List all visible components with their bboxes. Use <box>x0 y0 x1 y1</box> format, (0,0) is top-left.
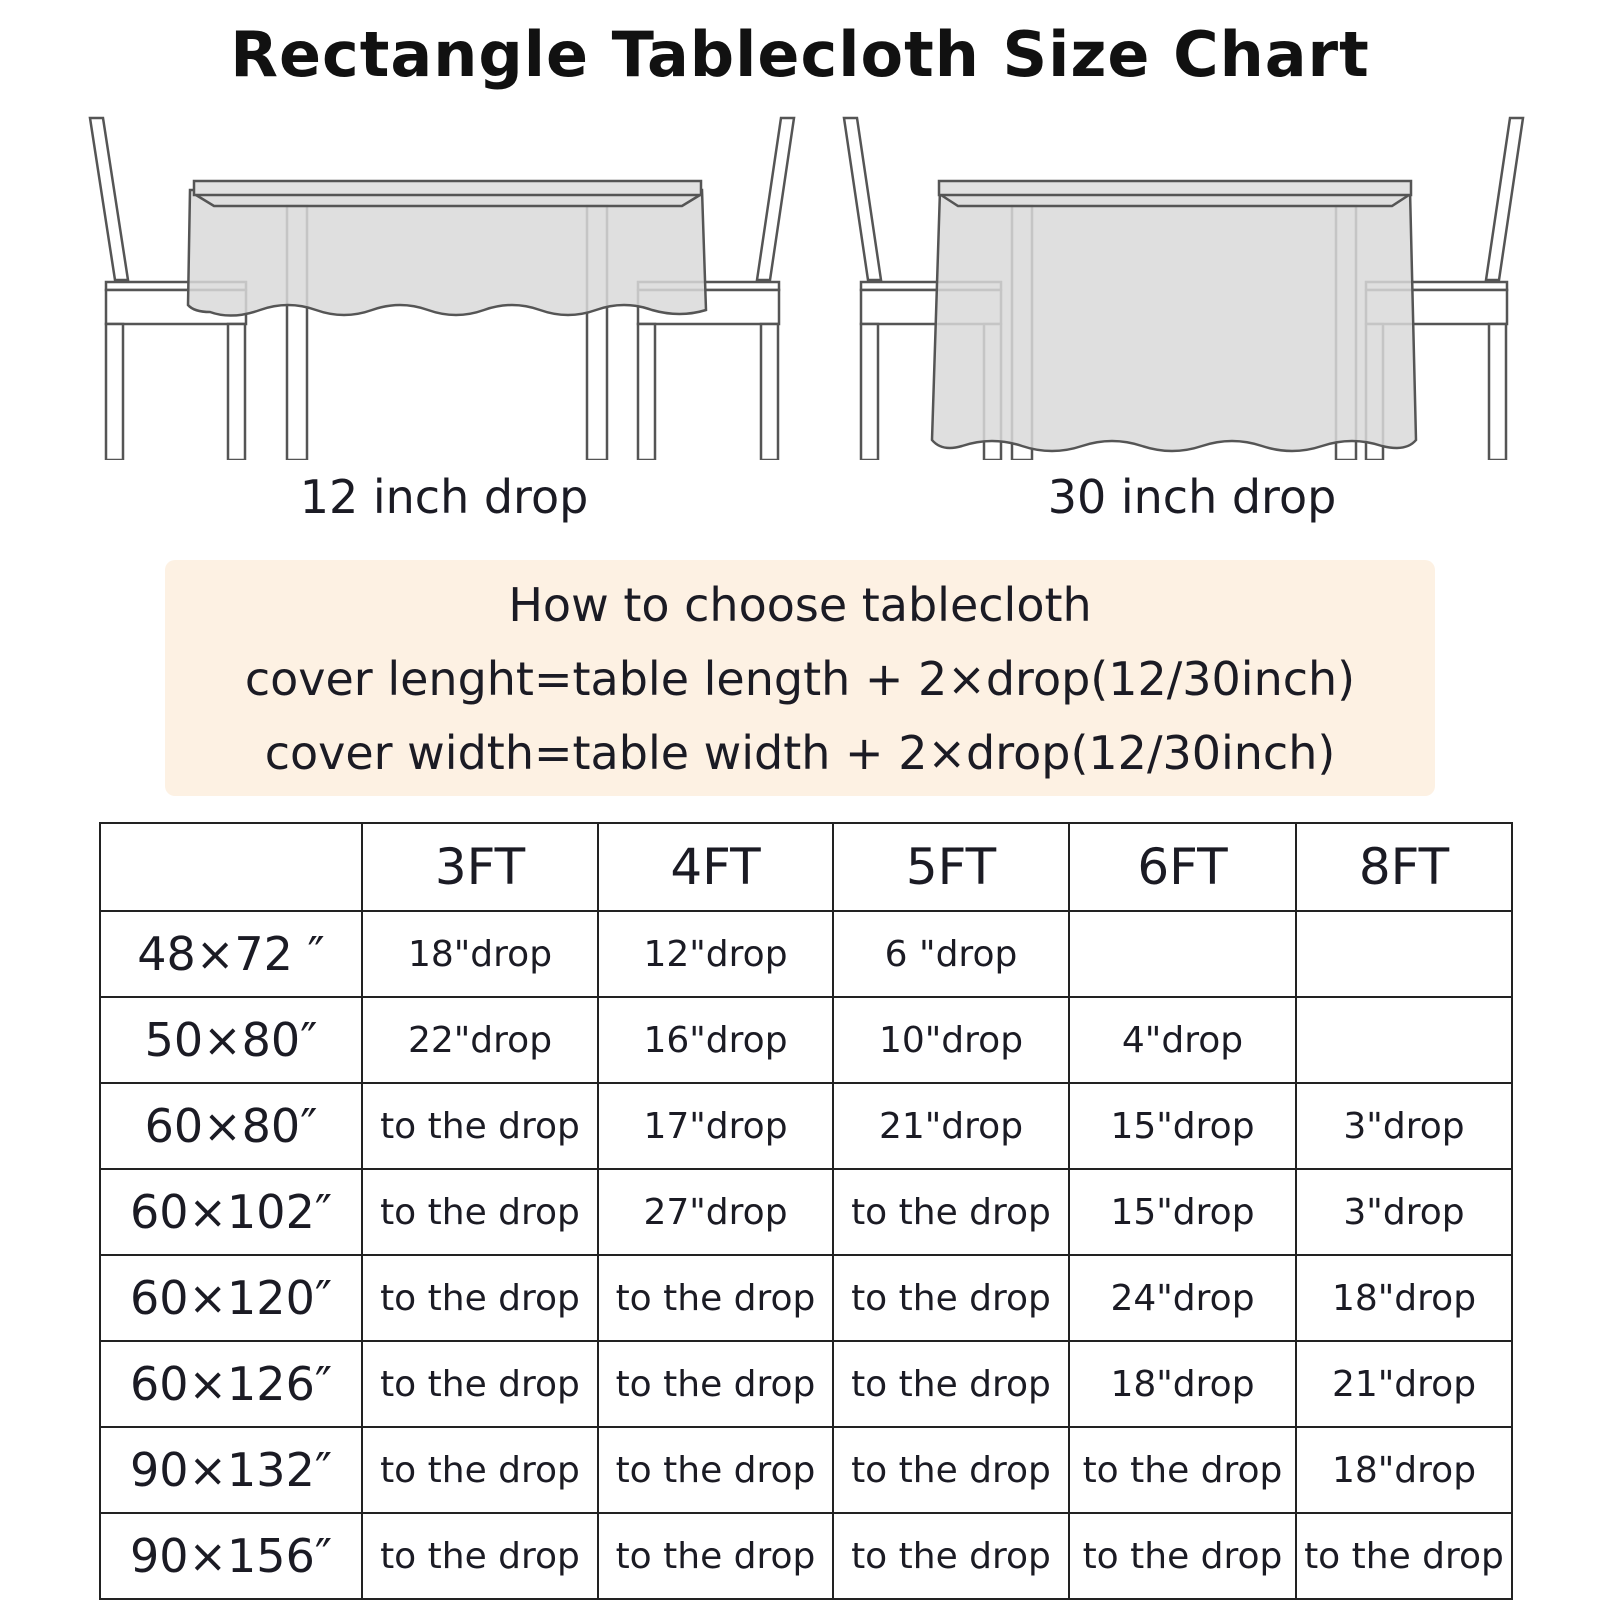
table-cell: 22"drop <box>362 997 598 1083</box>
table-cell: to the drop <box>362 1169 598 1255</box>
header-cell-8ft: 8FT <box>1296 823 1512 911</box>
table-cell: 3"drop <box>1296 1169 1512 1255</box>
illustration-30-inch-drop <box>844 118 1523 460</box>
table-cell: to the drop <box>1296 1513 1512 1599</box>
header-cell-4ft: 4FT <box>598 823 833 911</box>
table-cell: to the drop <box>362 1427 598 1513</box>
table-cell: 12"drop <box>598 911 833 997</box>
row-size-label: 90×156″ <box>100 1513 362 1599</box>
table-cell: 4"drop <box>1069 997 1296 1083</box>
header-cell-empty <box>100 823 362 911</box>
page-title: Rectangle Tablecloth Size Chart <box>230 18 1370 91</box>
table-cell: 18"drop <box>362 911 598 997</box>
header-cell-5ft: 5FT <box>833 823 1069 911</box>
row-size-label: 60×102″ <box>100 1169 362 1255</box>
table-cell: 16"drop <box>598 997 833 1083</box>
how-to-choose-box <box>165 560 1435 796</box>
table-row <box>100 1513 1512 1599</box>
table-cell: to the drop <box>1069 1513 1296 1599</box>
illustration-12-inch-drop <box>90 118 794 460</box>
table-row <box>100 1341 1512 1427</box>
table-cell: to the drop <box>1069 1427 1296 1513</box>
table-cell: to the drop <box>362 1341 598 1427</box>
formula-width: cover width=table width + 2×drop(12/30inch) <box>264 726 1336 780</box>
table-cell: to the drop <box>598 1427 833 1513</box>
table-cell: 21"drop <box>1296 1341 1512 1427</box>
table-cell: to the drop <box>598 1255 833 1341</box>
table-row <box>100 1083 1512 1169</box>
table-cell: 18"drop <box>1069 1341 1296 1427</box>
table-cell: 15"drop <box>1069 1083 1296 1169</box>
table-cell: to the drop <box>598 1513 833 1599</box>
table-cell <box>1069 911 1296 997</box>
table-cell: to the drop <box>598 1341 833 1427</box>
table-header-row <box>100 823 1512 911</box>
table-cell: to the drop <box>833 1169 1069 1255</box>
table-cell: 15"drop <box>1069 1169 1296 1255</box>
formula-length: cover lenght=table length + 2×drop(12/30inch) <box>244 652 1356 706</box>
table-row <box>100 1427 1512 1513</box>
row-size-label: 90×132″ <box>100 1427 362 1513</box>
table-cell <box>1296 997 1512 1083</box>
table-cell: 10"drop <box>833 997 1069 1083</box>
row-size-label: 50×80″ <box>100 997 362 1083</box>
drop-label-30: 30 inch drop <box>1047 470 1337 524</box>
row-size-label: 48×72 ″ <box>100 911 362 997</box>
table-cell: to the drop <box>833 1427 1069 1513</box>
table-cell: 27"drop <box>598 1169 833 1255</box>
table-row <box>100 911 1512 997</box>
table-cell: 18"drop <box>1296 1427 1512 1513</box>
table-illustrations <box>0 100 1600 460</box>
table-cell: 21"drop <box>833 1083 1069 1169</box>
drop-label-12: 12 inch drop <box>299 470 589 524</box>
row-size-label: 60×120″ <box>100 1255 362 1341</box>
table-row <box>100 1169 1512 1255</box>
table-cell: 18"drop <box>1296 1255 1512 1341</box>
how-to-heading: How to choose tablecloth <box>508 578 1092 632</box>
table-cell: to the drop <box>362 1513 598 1599</box>
table-cell: to the drop <box>833 1255 1069 1341</box>
table-cell: to the drop <box>362 1083 598 1169</box>
table-cell: to the drop <box>833 1513 1069 1599</box>
table-cell: to the drop <box>833 1341 1069 1427</box>
table-cell: 17"drop <box>598 1083 833 1169</box>
table-cell: 6 "drop <box>833 911 1069 997</box>
size-table <box>99 822 1513 1600</box>
table-row <box>100 1255 1512 1341</box>
table-cell: 3"drop <box>1296 1083 1512 1169</box>
table-cell: to the drop <box>362 1255 598 1341</box>
row-size-label: 60×126″ <box>100 1341 362 1427</box>
row-size-label: 60×80″ <box>100 1083 362 1169</box>
table-cell: 24"drop <box>1069 1255 1296 1341</box>
table-cell <box>1296 911 1512 997</box>
table-row <box>100 997 1512 1083</box>
header-cell-6ft: 6FT <box>1069 823 1296 911</box>
header-cell-3ft: 3FT <box>362 823 598 911</box>
